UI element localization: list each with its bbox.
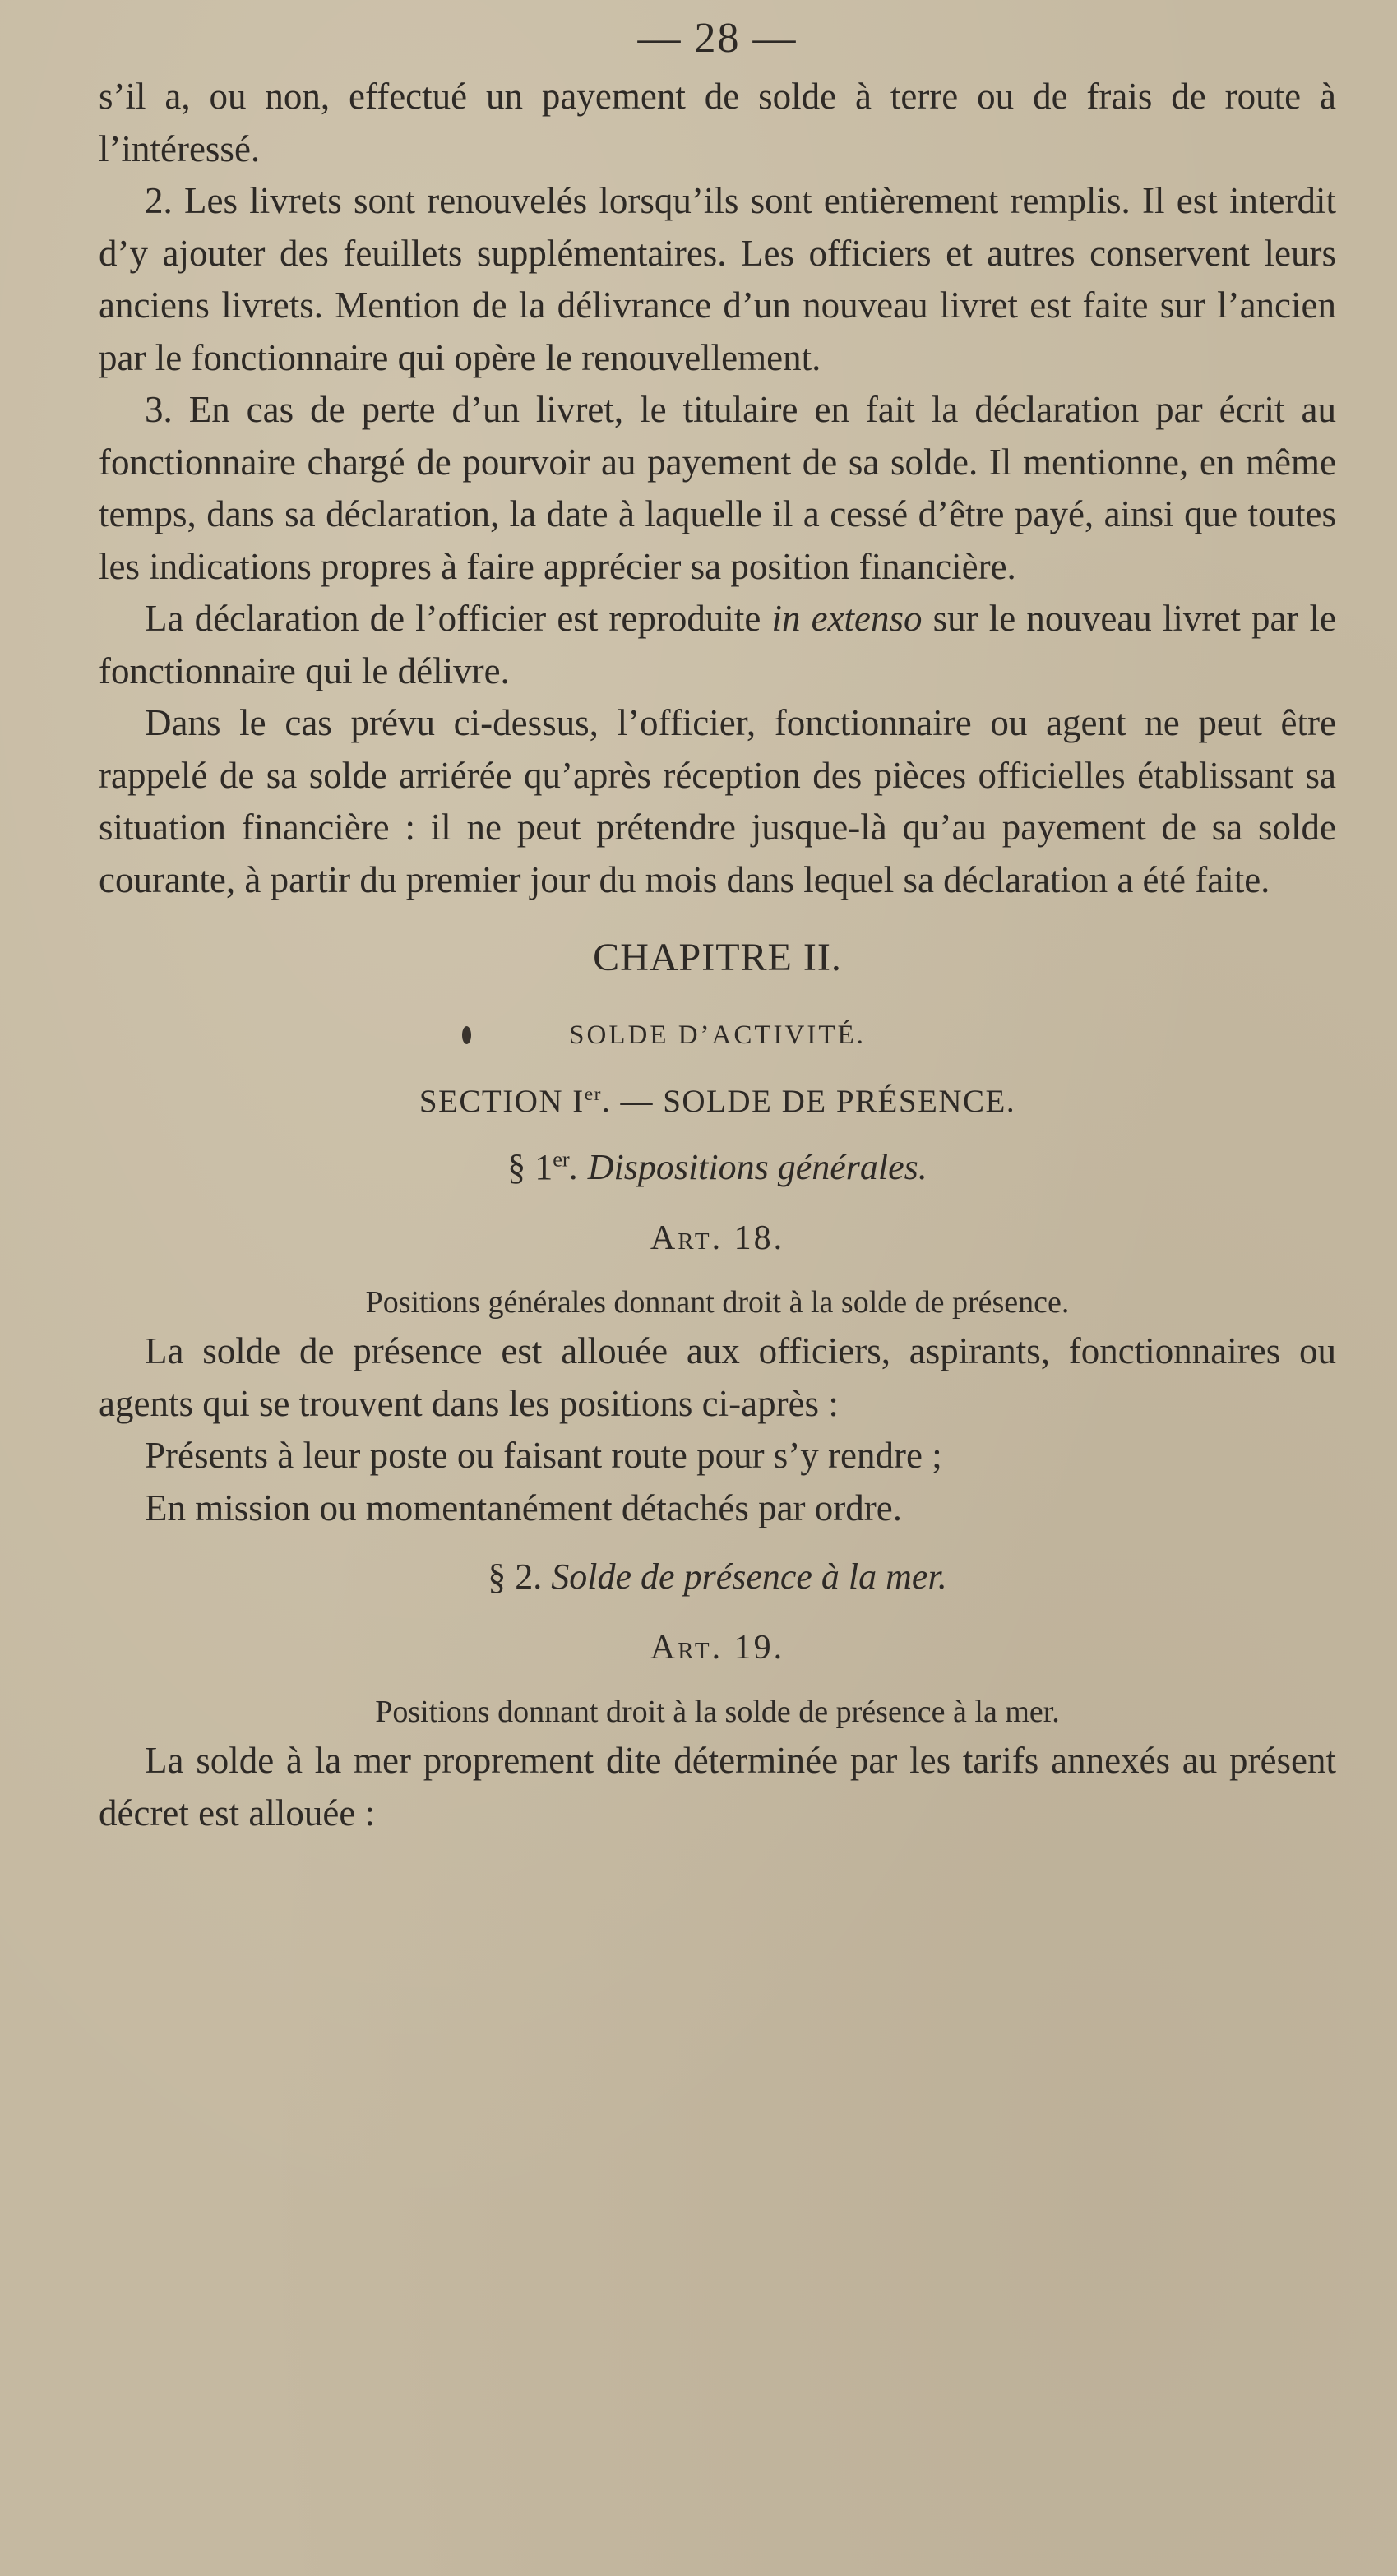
text-run: sur le nouveau livret par le fonctionnaire qui le délivre. [99, 598, 1336, 691]
article-title: Positions donnant droit à la solde de présence à la mer. [375, 1695, 1060, 1729]
article-title: Positions générales donnant droit à la solde de présence. [365, 1285, 1070, 1320]
paragraph: Dans le cas prévu ci-dessus, l’officier, fonctionnaire ou agent ne peut être rappelé de sa solde arriérée qu’après réception des pièces officielles établissant sa situation financière : il ne peut prétendre jusque-là qu’au payement de sa solde courante, à partir du premier jour du mois dans lequel sa déclaration a été faite. [99, 702, 1336, 900]
article-label [99, 1623, 1336, 1672]
page-number: — 28 — [637, 15, 798, 62]
paragraph-heading-title: . Dispositions générales. [569, 1147, 927, 1187]
paragraph: 2. Les livrets sont renouvelés lorsqu’ils sont entièrement remplis. Il est interdit d’y ajouter des feuillets supplémentaires. Les officiers et autres conservent leurs anciens livrets. Mention de la délivrance d’un nouveau livret est faite sur l’ancien par le fonctionnaire qui opère le renouvellement. [99, 180, 1336, 378]
paragraph-heading-title: Solde de présence à la mer. [551, 1556, 947, 1597]
section-sup: er [584, 1084, 602, 1105]
article-label [99, 1214, 1336, 1263]
paragraph: 3. En cas de perte d’un livret, le titulaire en fait la déclaration par écrit au fonctionnaire chargé de pourvoir au payement de sa solde. Il mentionne, en même temps, dans sa déclaration, la date à laquelle il a cessé d’être payé, ainsi que toutes les indications propres à faire apprécier sa position financière. [99, 389, 1336, 587]
paragraph-number: § 1 [507, 1147, 553, 1187]
paragraph-sup: er [553, 1146, 570, 1172]
article-label-text: Art. 18. [650, 1219, 785, 1257]
section-prefix: SECTION I [419, 1084, 585, 1119]
paragraph: En mission ou momentanément détachés par ordre. [145, 1487, 902, 1528]
paragraph-heading [99, 1552, 1336, 1602]
paragraph: Présents à leur poste ou faisant route pour s’y rendre ; [145, 1435, 942, 1476]
paragraph: La solde de présence est allouée aux officiers, aspirants, fonctionnaires ou agents qui se trouvent dans les positions ci-après : [99, 1330, 1336, 1424]
section-heading [99, 1079, 1336, 1125]
paragraph: s’il a, ou non, effectué un payement de solde à terre ou de frais de route à l’intéressé. [99, 76, 1336, 169]
section-suffix: . — SOLDE DE PRÉSENCE. [601, 1084, 1016, 1119]
chapter-subtitle-text: SOLDE D’ACTIVITÉ. [569, 1020, 866, 1050]
paragraph-declaration [99, 593, 1336, 697]
italic-text: in extenso [771, 598, 923, 639]
chapter-subtitle [99, 1015, 1336, 1056]
paragraph-number: § 2. [488, 1556, 552, 1597]
chapter-title: CHAPITRE II. [593, 936, 842, 979]
text-run: La déclaration de l’officier est reproduite [145, 598, 772, 639]
ink-dot [462, 1026, 471, 1044]
article-label-text: Art. 19. [650, 1629, 785, 1667]
paragraph-heading [99, 1143, 1336, 1192]
paragraph: La solde à la mer proprement dite déterminée par les tarifs annexés au présent décret est allouée : [99, 1740, 1336, 1834]
